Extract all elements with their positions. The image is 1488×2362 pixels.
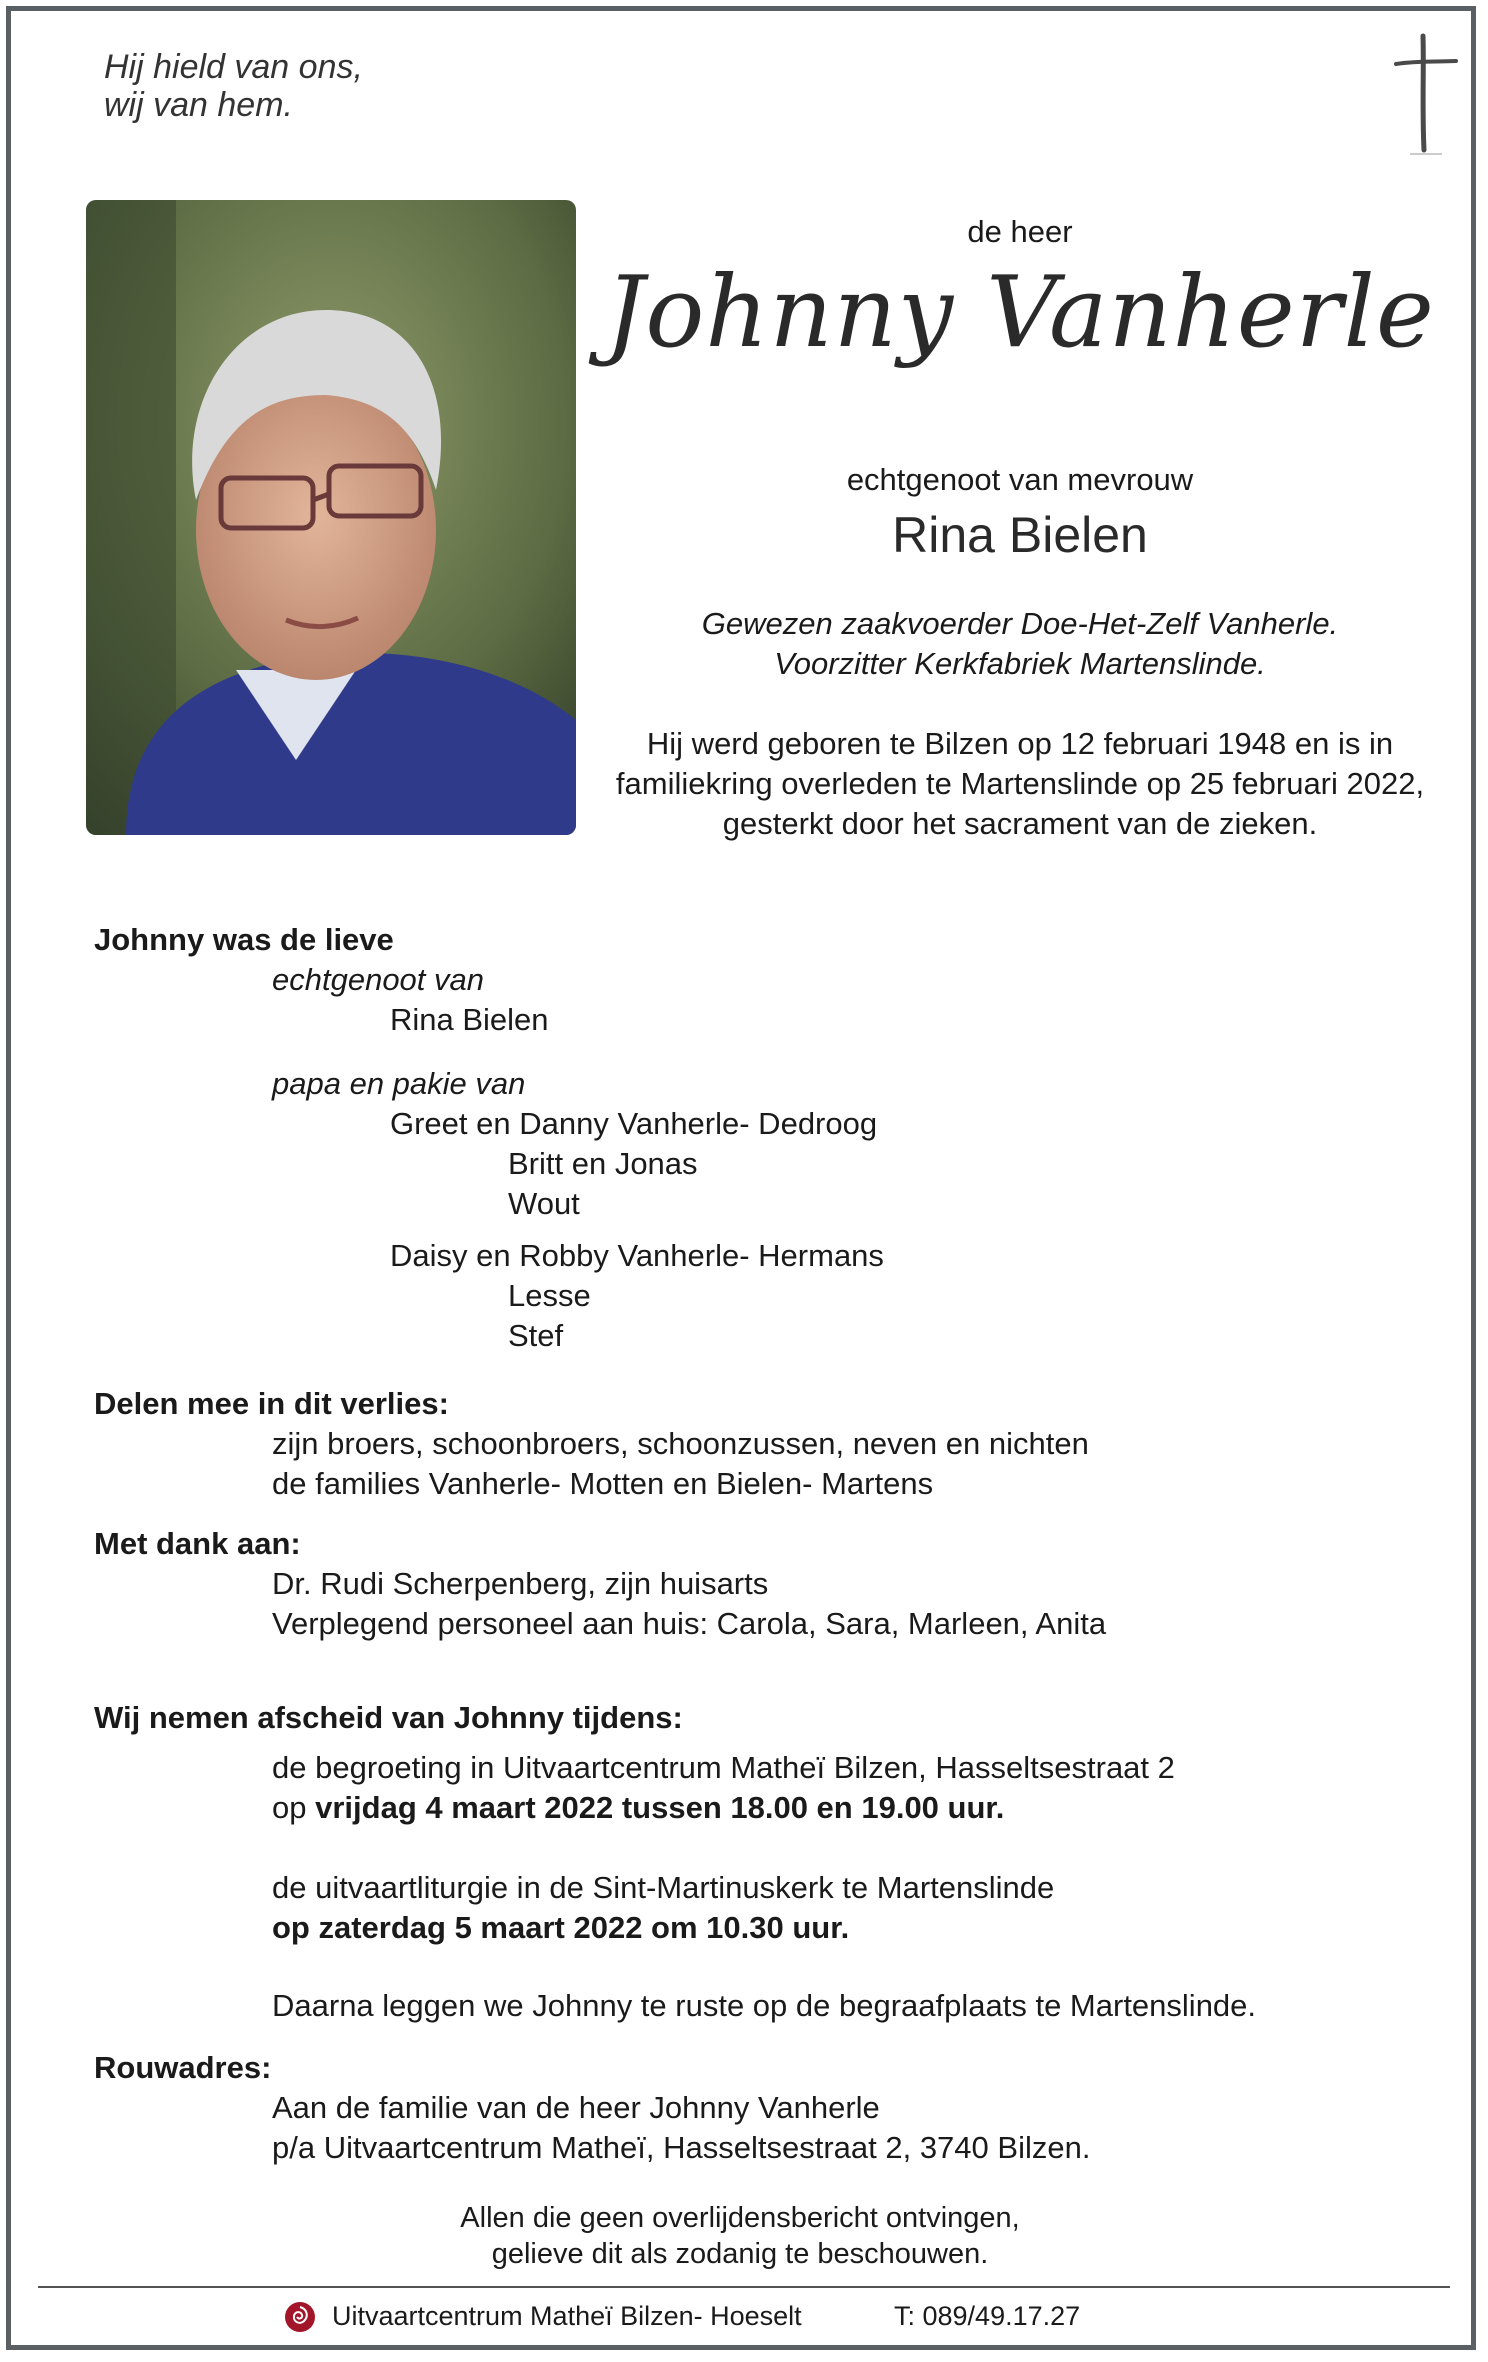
child-1: Greet en Danny Vanherle- Dedroog [390, 1106, 878, 1141]
rose-logo-icon [283, 2300, 317, 2334]
biography [560, 604, 1480, 684]
greeting-line: de begroeting in Uitvaartcentrum Matheï Bilzen, Hasseltsestraat 2 [272, 1750, 1175, 1785]
footer-phone: T: 089/49.17.27 [894, 2301, 1081, 2331]
motto-line-1: Hij hield van ons, [104, 48, 363, 86]
notice [340, 2200, 1140, 2272]
spouse-role: echtgenoot van [272, 962, 485, 997]
bio-line-2: Voorzitter Kerkfabriek Martenslinde. [774, 646, 1266, 681]
greeting-time-line [272, 1788, 1004, 1828]
address-heading: Rouwadres: [94, 2050, 272, 2085]
spouse-intro: echtgenoot van mevrouw [846, 462, 1194, 497]
portrait-illustration [86, 200, 576, 835]
footer-divider [38, 2286, 1450, 2288]
greeting-time: vrijdag 4 maart 2022 tussen 18.00 en 19.00 uur. [315, 1790, 1005, 1825]
grandchild-1a: Britt en Jonas [508, 1146, 698, 1181]
thanks-heading: Met dank aan: [94, 1526, 301, 1561]
deceased-name: Johnny Vanherle [605, 256, 1435, 370]
birth-death-text [560, 724, 1480, 844]
liturgy-line: de uitvaartliturgie in de Sint-Martinuskerk te Martenslinde [272, 1870, 1055, 1905]
burial-text: Daarna leggen we Johnny te ruste op de begraafplaats te Martenslinde. [272, 1988, 1257, 2023]
thanks-line-1: Dr. Rudi Scherpenberg, zijn huisarts [272, 1566, 769, 1601]
thanks-line-2: Verplegend personeel aan huis: Carola, Sara, Marleen, Anita [272, 1606, 1107, 1641]
loss-line-1: zijn broers, schoonbroers, schoonzussen, neven en nichten [272, 1426, 1089, 1461]
greeting-prefix: op [272, 1790, 316, 1825]
title-prefix: de heer [967, 214, 1073, 249]
motto-line-2: wij van hem. [104, 86, 293, 124]
cross-icon [1390, 28, 1460, 158]
family-spouse: Rina Bielen [390, 1002, 549, 1037]
grandchild-1b: Wout [508, 1186, 580, 1221]
bio-line-1: Gewezen zaakvoerder Doe-Het-Zelf Vanherle. [701, 606, 1339, 641]
address-line-1: Aan de familie van de heer Johnny Vanherle [272, 2090, 880, 2125]
portrait-photo [86, 200, 576, 835]
born-line-1: Hij werd geboren te Bilzen op 12 februari 1948 en is in [646, 726, 1394, 761]
child-2: Daisy en Robby Vanherle- Hermans [390, 1238, 884, 1273]
grandchild-2b: Stef [508, 1318, 564, 1353]
motto [104, 48, 363, 124]
loss-line-2: de families Vanherle- Motten en Bielen- Martens [272, 1466, 934, 1501]
family-heading: Johnny was de lieve [94, 922, 394, 957]
grandchild-2a: Lesse [508, 1278, 591, 1313]
farewell-heading: Wij nemen afscheid van Johnny tijdens: [94, 1700, 683, 1735]
notice-line-2: gelieve dit als zodanig te beschouwen. [491, 2238, 989, 2270]
parent-role: papa en pakie van [272, 1066, 526, 1101]
spouse-name: Rina Bielen [892, 507, 1148, 563]
liturgy-time: op zaterdag 5 maart 2022 om 10.30 uur. [272, 1910, 850, 1945]
notice-line-1: Allen die geen overlijdensbericht ontvingen, [460, 2202, 1020, 2234]
born-line-3: gesterkt door het sacrament van de zieken. [722, 806, 1318, 841]
born-line-2: familiekring overleden te Martenslinde op 25 februari 2022, [615, 766, 1425, 801]
footer-company: Uitvaartcentrum Matheï Bilzen- Hoeselt [332, 2301, 802, 2331]
address-line-2: p/a Uitvaartcentrum Matheï, Hasseltsestraat 2, 3740 Bilzen. [272, 2130, 1091, 2165]
loss-heading: Delen mee in dit verlies: [94, 1386, 449, 1421]
